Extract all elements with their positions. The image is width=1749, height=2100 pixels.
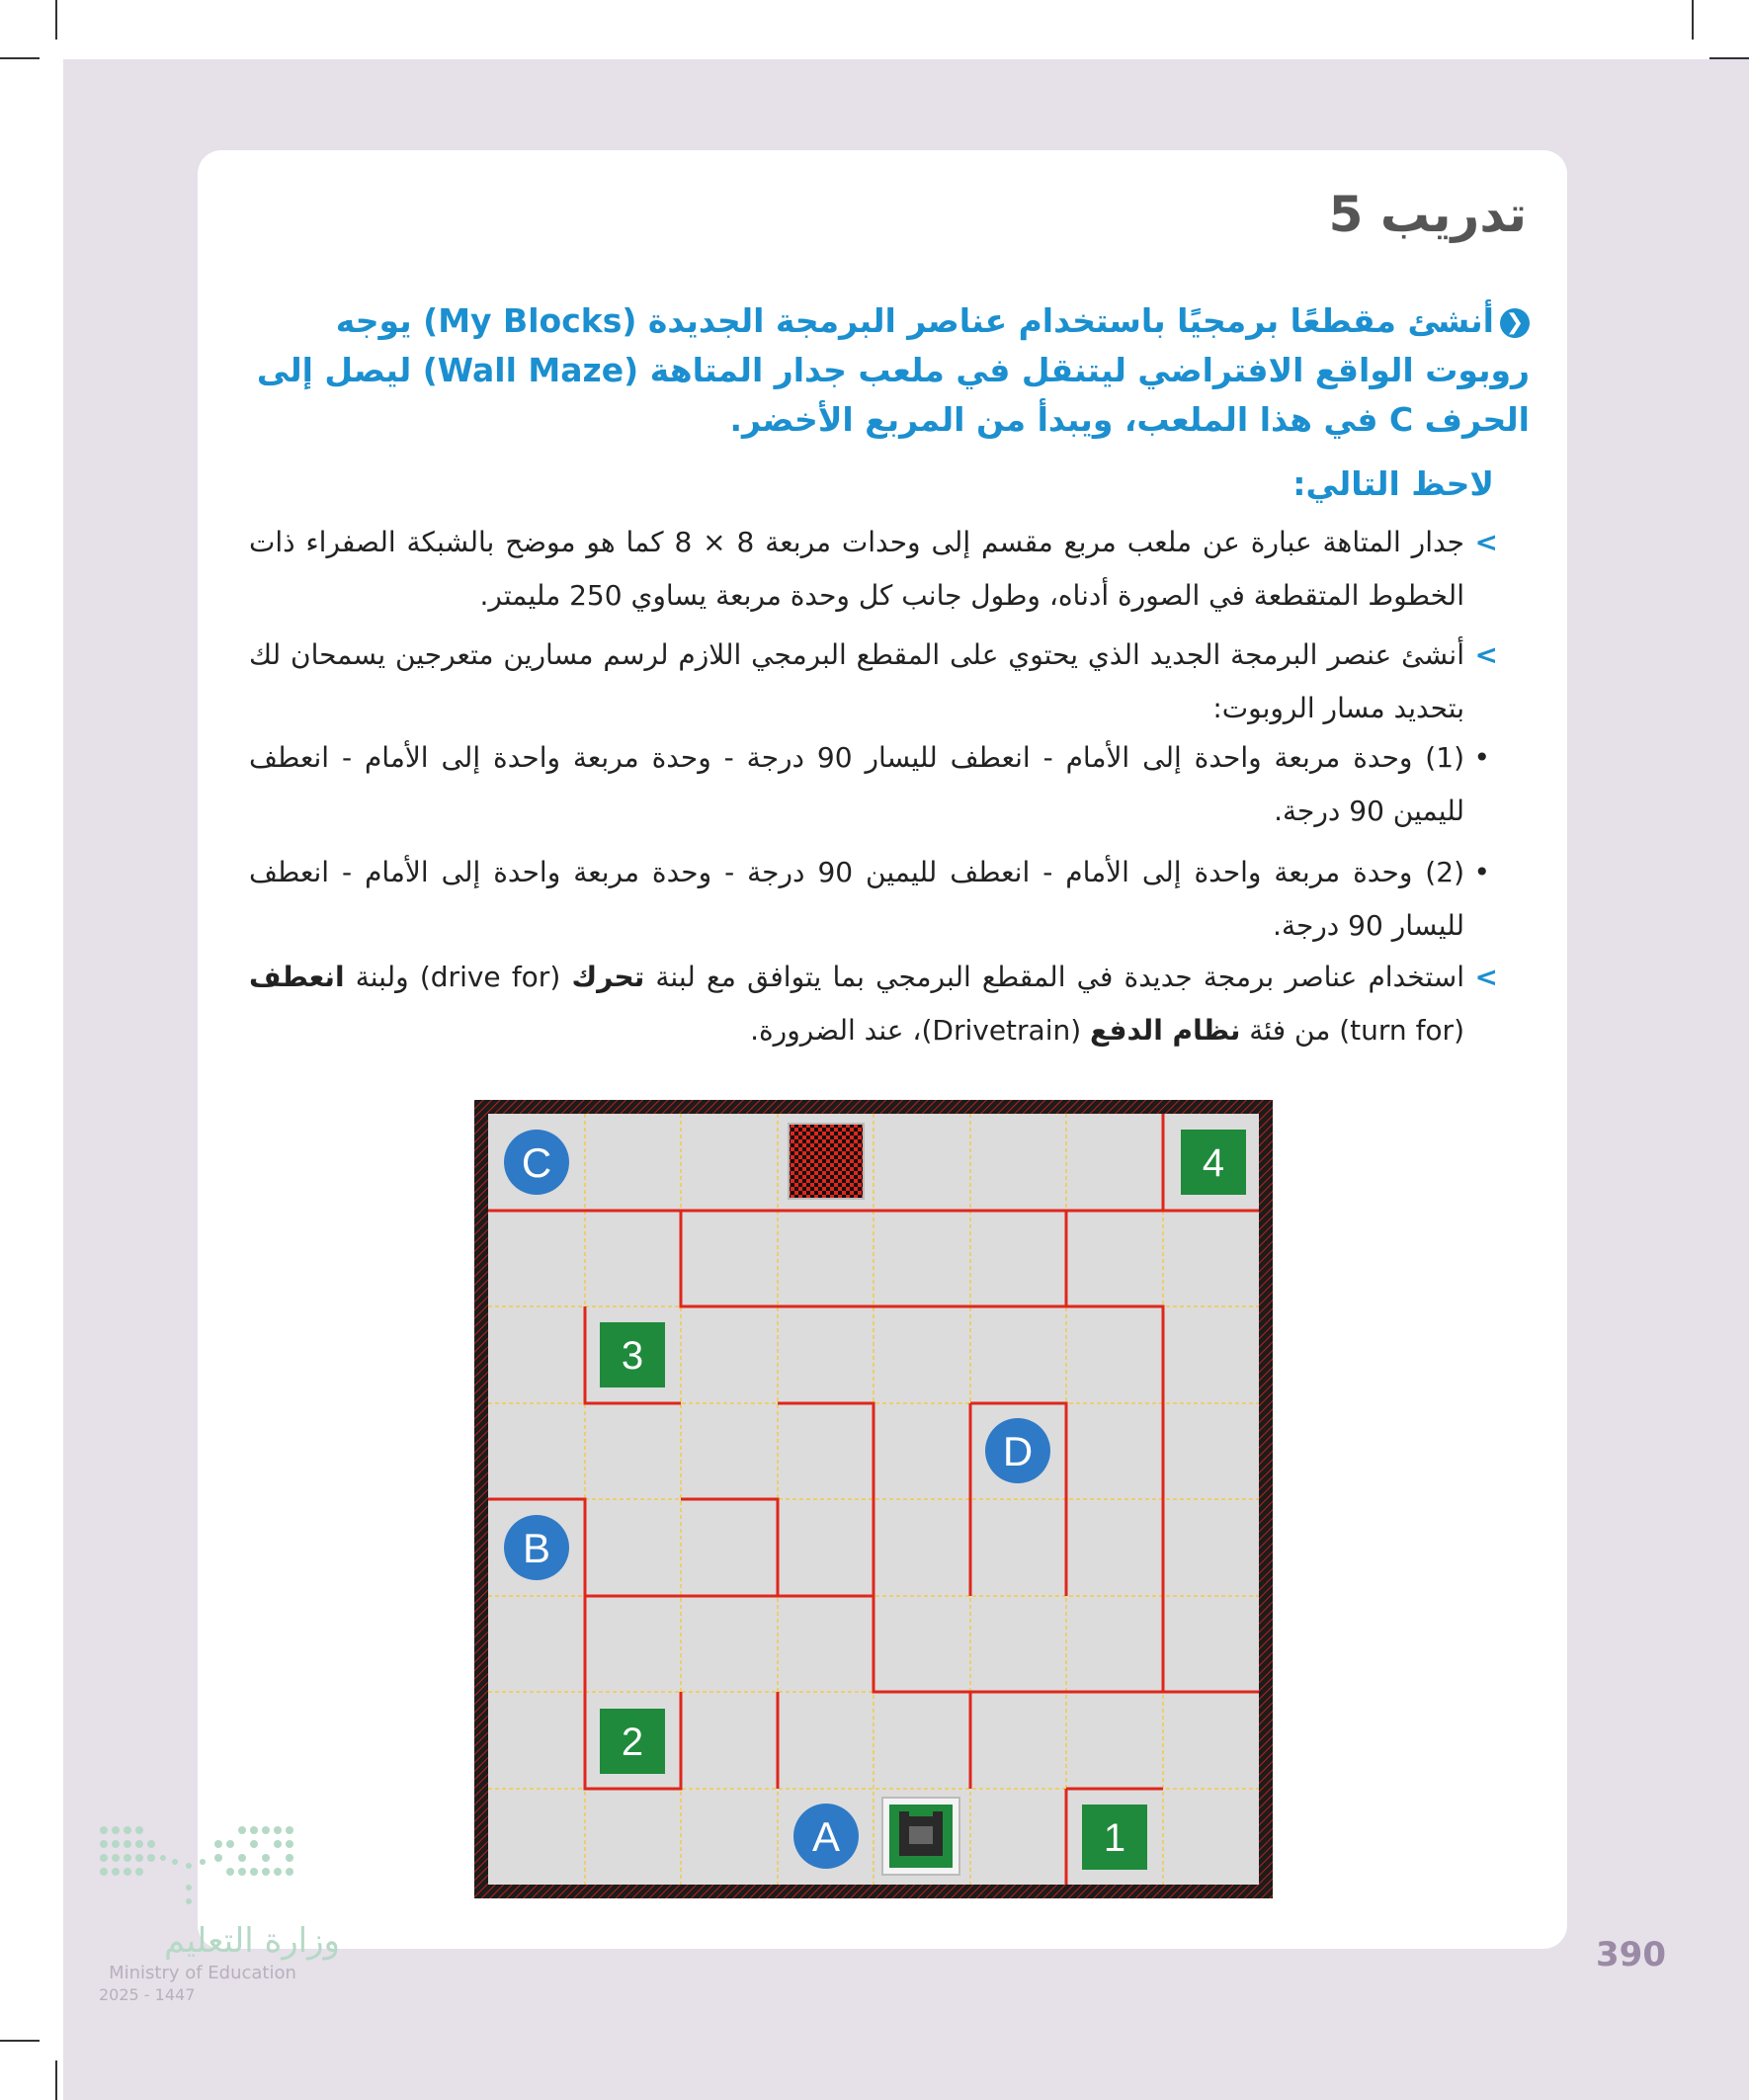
- page-number: 390: [1596, 1935, 1666, 1974]
- list-item: > استخدام عناصر برمجة جديدة في المقطع البرمجي بما يتوافق مع لبنة تحرك (drive for) ولبنة انعطف (turn for) من فئة نظام الدفع (Drivetrain)، عند الضرورة.: [249, 951, 1494, 1057]
- ministry-logo: [94, 1818, 340, 2016]
- crop-mark: [0, 2040, 40, 2042]
- logo-arabic: وزارة التعليم: [164, 1921, 340, 1961]
- exercise-title: تدريب 5: [1328, 186, 1527, 243]
- square-label-3: 3: [621, 1334, 644, 1378]
- list-item: > أنشئ عنصر البرمجة الجديد الذي يحتوي على المقطع البرمجي اللازم لرسم مسارين متعرجين يسمحان لك بتحديد مسار الروبوت:: [249, 629, 1494, 735]
- crop-mark: [1692, 0, 1694, 40]
- note-heading: لاحظ التالي:: [1292, 464, 1494, 503]
- last-list: [249, 951, 1498, 1057]
- list-item: • (1) وحدة مربعة واحدة إلى الأمام - انعطف لليسار 90 درجة - وحدة مربعة واحدة إلى الأمام - انعطف لليمين 90 درجة.: [249, 731, 1494, 838]
- finish-checker: [789, 1124, 864, 1199]
- letter-label-A: A: [811, 1813, 841, 1860]
- task-instruction: [255, 296, 1530, 445]
- letter-label-B: B: [522, 1525, 551, 1571]
- square-label-2: 2: [621, 1721, 644, 1764]
- wall-maze: [474, 1100, 1273, 1898]
- chevron-icon: >: [1474, 961, 1498, 993]
- square-label-4: 4: [1202, 1141, 1225, 1185]
- chevron-icon: >: [1474, 638, 1498, 671]
- square-label-1: 1: [1103, 1816, 1126, 1860]
- note-list: [249, 516, 1498, 735]
- sub-list: [249, 731, 1494, 953]
- list-item: • (2) وحدة مربعة واحدة إلى الأمام - انعطف لليمين 90 درجة - وحدة مربعة واحدة إلى الأمام - انعطف لليسار 90 درجة.: [249, 846, 1494, 953]
- crop-mark: [55, 2060, 57, 2100]
- bullet-dot-icon: •: [1473, 856, 1490, 888]
- list-item: > جدار المتاهة عبارة عن ملعب مربع مقسم إلى وحدات مربعة 8 × 8 كما هو موضح بالشبكة الصفراء ذات الخطوط المتقطعة في الصورة أدناه، وطول جانب كل وحدة مربعة يساوي 250 مليمتر.: [249, 516, 1494, 623]
- logo-dots-icon: [100, 1826, 293, 1904]
- chevron-circle-icon: ❮: [1500, 308, 1530, 338]
- crop-mark: [55, 0, 57, 40]
- letter-label-C: C: [521, 1139, 552, 1186]
- task-text: أنشئ مقطعًا برمجيًا باستخدام عناصر البرمجة الجديدة (My Blocks) يوجه روبوت الواقع الافتراضي ليتنقل في ملعب جدار المتاهة (Wall Maze) ليصل إلى الحرف C في هذا الملعب، ويبدأ من المربع الأخضر.: [256, 301, 1530, 439]
- chevron-icon: >: [1474, 526, 1498, 558]
- logo-english: Ministry of Education: [109, 1963, 296, 1983]
- letter-label-D: D: [1002, 1428, 1034, 1474]
- crop-mark: [0, 57, 40, 59]
- bullet-dot-icon: •: [1473, 741, 1490, 774]
- logo-year: 2025 - 1447: [99, 1985, 196, 2004]
- robot-icon: [882, 1798, 959, 1875]
